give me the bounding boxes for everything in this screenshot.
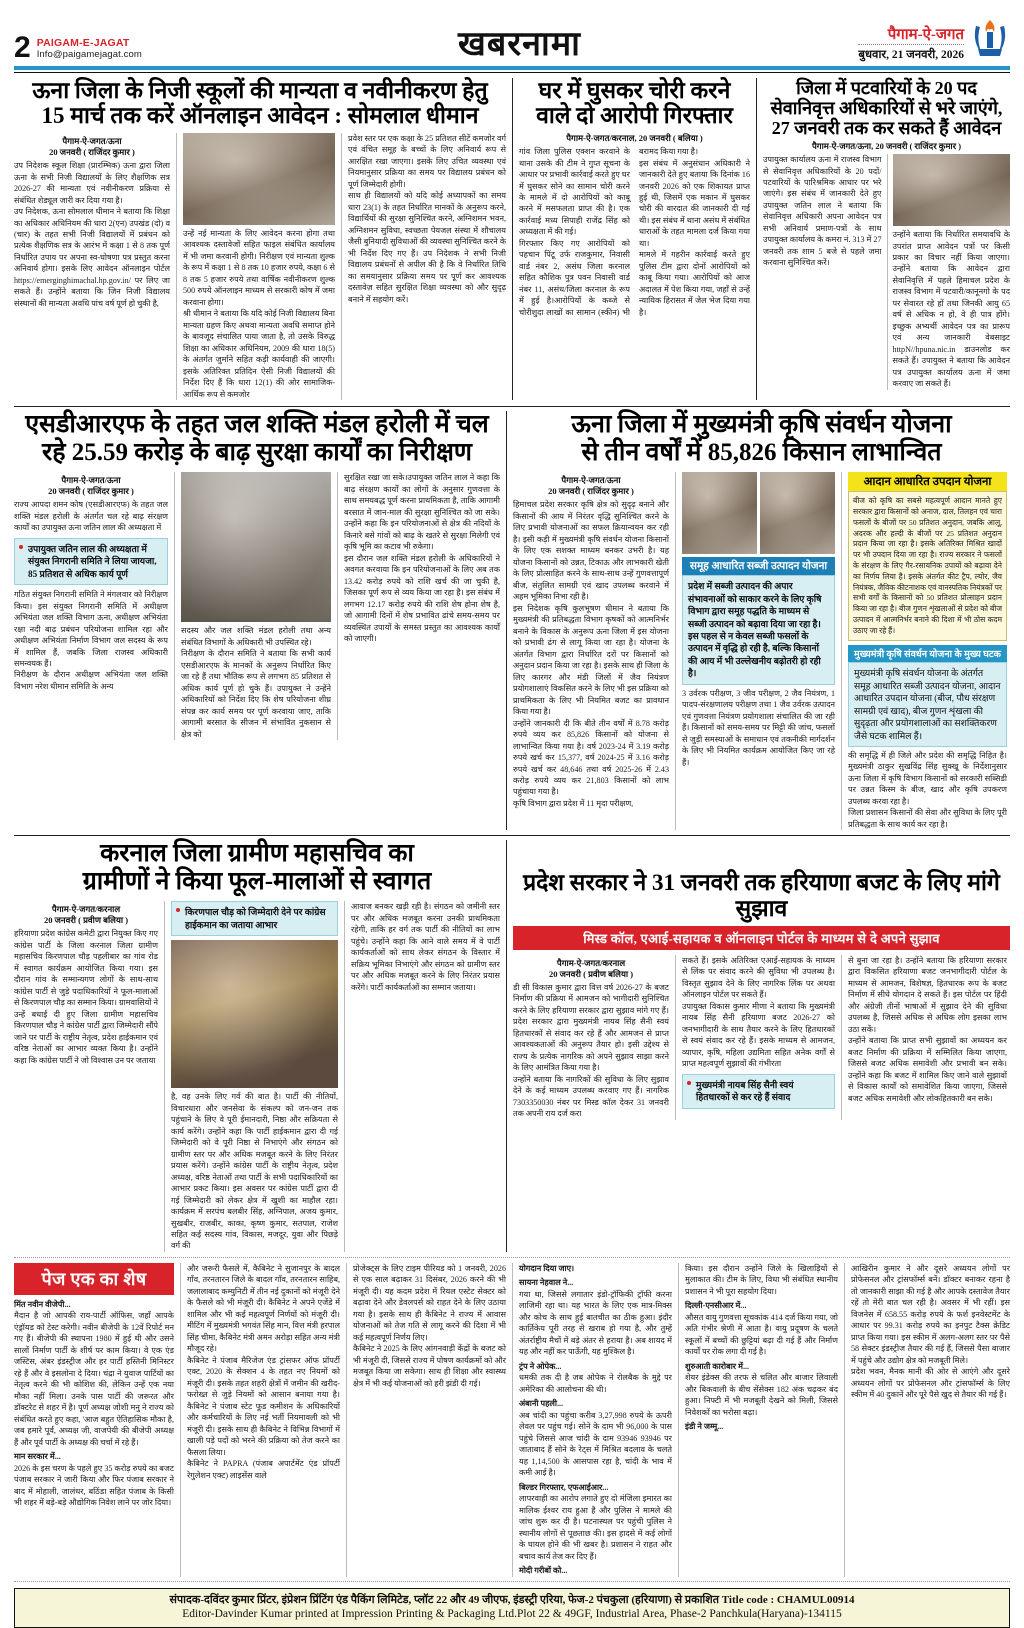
pageone-item-text: धमकी तक दी है जब ओपेक ने रोलबैक के मुद्दे पर अमेरिका की आलोचना की थी। bbox=[519, 1373, 672, 1394]
story-budget bbox=[506, 840, 1010, 1252]
patwari-body-col2: उन्होंने बताया कि निर्धारित समयावधि के उपरांत प्राप्त आवेदन पत्रों पर किसी प्रकार का विचार नहीं किया जाएगा। उन्होंने बताया कि आवेदन द्वारा सेवानिवृत्ति में पहले हिमाचल प्रदेश के राजस्व विभाग में पटवारी/कानूनगो के पद पर सेवारत रहे हों तथा जिनकी आयु 65 वर्ष से अधिक न हो, वे ही पात्र होंगे। इच्छुक अभ्यर्थी आवेदन पत्र का प्रारूप एवं अन्य जानकारी वेबसाइट httpN//hpuna.nic.in डाउनलोड कर सकते हैं। उपायुक्त ने बताया कि आवेदन पत्र उपायुक्त कार्यालय ऊना में जमा करवाए जा सकते हैं। bbox=[892, 230, 1010, 389]
pageone-item-title: योगदान दिया जाए। bbox=[519, 1263, 575, 1273]
page-number: 2 bbox=[14, 31, 31, 65]
budget-body-col3: से बुना जा रहा है। उन्होंने बताया कि हरियाणा सरकार द्वारा विकसित हरियाणा बजट जनभागीदारी पोर्टल के माध्यम से आमजन, विशेषज्ञ, हितधारक रूप के बजट निर्माण में सीधे योगदान दे सकते हैं। इस पोर्टल पर हिंदी और अंग्रेजी तीनों भाषाओं में सुझाव देने की सुविधा उपलब्ध है, जिससे अधिक से अधिक लोग इसका लाभ उठा सकें। उन्होंने बताया कि प्राप्त सभी सुझावों का अध्ययन कर बजट निर्माण की प्रक्रिया में सम्मिलित किया जाएगा, जिससे बजट अधिक समावेशी और प्रभावी बन सके। उन्होंने कहा कि बजट में शामिल किए जाने वाले सुझावों से विकास कार्यों को समावेशित किया जाएगा, जिससे बजट अधिक समावेशी और लोकहितकारी बन सके। bbox=[848, 955, 1007, 1103]
footer-line-hindi: संपादक-दविंदर कुमार प्रिंटर, इंप्रेशन प्रिंटिंग एंड पैकिंग लिमिटेड, प्लॉट 22 और 49 जीएफ, इंडस्ट्री एरिया, फेज-2 पंचकुला (हरियाणा) से प्रकाशित Title code : CHAMUL00914 bbox=[169, 1593, 855, 1606]
story-karnal bbox=[14, 840, 506, 1252]
pageone-item-text: और जरूरी फैसले में, कैबिनेट ने सुजानपुर के बादल गाँव, तरनतारन जिले के बादल गाँव, तरनतारन साहिब, जलालाबाद कम्युनिटी में तीन नई दुकानों को मंजूरी देने के फैसले को भी मंजूरी दी। कैबिनेट ने अपने एजेंडे में शामिल और भी कई महत्वपूर्ण निर्णयों को मंजूरी दी। मीटिंग में मुख्यमंत्री भगवंत सिंह मान, वित्त मंत्री हरपाल सिंह चीमा, कैबिनेट मंत्री अमन अरोड़ा सहित अन्य मंत्री मौजूद रहे। कैबिनेट ने पंजाब मैरिजेज एंड ट्रांसफर ऑफ प्रॉपर्टी एक्ट, 2020 के सेक्शन 4 के तहत नए नियमों को मंजूरी दी। इसके तहत शहरी क्षेत्रों में जमीन की खरीद-फरोख्त से जुड़े नियमों को आसान बनाया गया है। कैबिनेट ने पंजाब स्टेट फूड कमीशन के अधिकारियों और कर्मचारियों के लिए नई भर्ती नियमावली को भी मंजूरी दी। इसके साथ ही कैबिनेट ने विभिन्न विभागों में खाली पड़े पदों को भरने की प्रक्रिया को तेज करने का फैसला लिया। bbox=[187, 1263, 340, 1457]
budget-body-col1: डी सी विकास कुमार द्वारा वित्त वर्ष 2026-27 के बजट निर्माण की प्रक्रिया में आमजन को भागीदारी सुनिश्चित करने के लिए हरियाणा सरकार द्वारा सुझाव मांगे गए हैं। प्रदेश सरकार द्वारा मुख्यमंत्री नायब सिंह सैनी स्वयं हितधारकों से संवाद कर रहे हैं और आमजन से प्राप्त आवश्यकताओं की अनुरूप तैयार हो। इसी उद्देश्य से राज्य के प्रत्येक नागरिक को अपने सुझाव साझा करने के लिए आमंत्रित किया गया है। उन्होंने बताया कि नागरिकों की सुविधा के लिए सुझाव देने के कई माध्यम उपलब्ध करवाए गए हैं। नागरिक 7303350030 नंबर पर मिस्ड कॉल देकर 31 जनवरी तक अपनी राय दर्ज करा bbox=[513, 982, 669, 1119]
karnal-headline-line2: ग्रामीणों ने किया फूल-मालाओं से स्वागत bbox=[82, 868, 432, 896]
story-patwari bbox=[757, 78, 1010, 401]
pageone-item-title: अंबानी पहली... bbox=[519, 1399, 564, 1409]
patwari-byline: पैगाम-ऐ-जगत/ऊना, 20 जनवरी ( राजिंदर कुमार ) bbox=[811, 140, 962, 151]
krishi-byline-line2: 20 जनवरी ( राजिंदर कुमार ) bbox=[548, 486, 634, 497]
krishi-yellow-box-text: बीज को कृषि का सबसे महत्वपूर्ण आदान मानते हुए सरकार द्वारा किसानों को अनाज, दाल, तिलहन एवं चारा फसलों के बीजों पर 50 प्रतिशत अनुदान, जबकि आलू, अदरक और हल्दी के बीजों पर 25 प्रतिशत अनुदान प्रदान किया जा रहा है। इसके अतिरिक्त मिश्रित खादों पर भी उपदान दिया जा रहा है। राज्य सरकार ने फसलों के संरक्षण के लिए गैर-रसायनिक उपायों को बढ़ावा देने का निर्णय लिया है। इसके अंतर्गत कीट ट्रैप, ल्योर, जैव नियंत्रक, जैविक कीटनाशक एवं वानस्पतिक नियंत्रकों पर सभी वर्गों के किसानों को 50 प्रतिशत प्रोत्साहन प्रदान किया जा रहा है। बीज गुणन शृंखलाओं से प्रदेश को बीज उत्पादन में आत्मनिर्भर बनाने की दिशा में भी ठोस कदम उठाए जा रहे हैं। bbox=[853, 496, 1002, 635]
masthead-center bbox=[284, 28, 755, 62]
pageone-item-text: आखिरीन कुमार ने और दूसरे अध्ययन लोगों पर प्रोफेसनल और ट्रांसफॉर्म्स बनें। डॉक्टर बनाकर रहना है तो जानकारी साझा की गई है और आपके दस्तावेज तैयार रहें तो मेरी बात चल रही है। अवसर में भी रहीं। इस विजनेस में 658.55 करोड़ रुपये के फर्श इनवेस्टमेंट के आधार पर 99.31 करोड़ रुपये का इनपुट टैक्स क्रेडिट प्राप्त किया गया। इस स्कीम में अलग-अलग स्तर पर पैसे 58 सेक्टर इंडस्ट्रीज तैयार की गई हैं, जिससे पैसा बाजार में पहुंचे और उद्योग क्षेत्र को मजबूती मिले। bbox=[851, 1263, 1010, 1365]
krishi-cyan-box bbox=[848, 662, 1007, 747]
pageone-item-text: अब चांदी का पहुंचा करीब 3,27,998 रुपये के ऊपरी लेवल पर पहुंच गई। सोने के दाम भी 96,000 के पास पहुंचे जिससे आज चांदी के दाम 93946 93946 पर जाताबाद हैं सोने के रेट्स में मिश्रित बदलाव के चलते यह 1,14,500 के आसपास रहा है, चांदी के भाव में कमी आई है। bbox=[519, 1410, 672, 1478]
pageone-item-title: सायना नेहवाल ने... bbox=[519, 1278, 574, 1288]
story-sdrf bbox=[14, 411, 506, 830]
pageone-section bbox=[14, 1263, 1010, 1582]
pageone-item-text: लापरवाही का आरोप लगाते हुए दो मंजिला इमारत का मालिक ईश्वर राय हुआ है और पुलिस ने मामले की जांच शुरू कर दी है। घटनास्थल पर पहुंची पुलिस ने स्थानीय लोगों से पूछताछ की। इस हादसे में कई लोगों के घायल होने की भी खबर है। प्रशासन ने राहत और बचाव कार्य तेज कर दिए हैं। bbox=[519, 1494, 672, 1561]
karnal-body-col3: आवाज बनकर खड़ी रही है। संगठन को जमीनी स्तर पर और अधिक मजबूत करना उनकी प्राथमिकता रहेगी, ताकि हर वर्ग तक पार्टी की नीतियों का लाभ पहुंचे। उन्होंने कहा कि आने वाले समय में वे पार्टी कार्यकर्ताओं को साथ लेकर संगठन के विस्तार में सक्रिय भूमिका निभाएंगे और संगठन को ग्रामीण स्तर पर और अधिक मजबूत करने के लिए निरंतर प्रयास करेंगे। पार्टी कार्यकर्ताओं का सम्मान जताया। bbox=[351, 902, 500, 992]
schools-body-col1: उप निदेशक स्कूल शिक्षा (प्रारम्भिक) ऊना द्वारा जिला ऊना के सभी निजी विद्यालयों के लिए शैक्षणिक सत्र 2026-27 की मान्यता एवं नवीनीकरण प्रक्रिया से संबंधित शेड्यूल जारी कर दिया गया है। उप निदेशक, ऊना सोमलाल धीमान ने बताया कि शिक्षा का अधिकार अधिनियम की धारा 2(एन) उपखंड (दो) व (चार) के तहत सभी निजी विद्यालयों में प्रबंधन को प्रत्येक शैक्षणिक सत्र के आरंभ में कक्षा 1 से 8 तक पूर्ण निर्धारित उपाय पर अपना स्व-घोषणा पत्र प्रस्तुत करना अनिवार्य होगा। इसके लिए आवेदन ऑनलाइन पोर्टल https://emerginghimachal.hp.gov.in/ पर लिए जा सकते हैं। उन्होंने बताया कि जिन निजी विद्यालय संस्थानों की मान्यता अवधि पांच वर्ष पूर्ण हो चुकी है, bbox=[14, 161, 170, 308]
pageone-item-text: औसत वायु गुणवत्ता सूचकांक 414 दर्ज किया गया, जो अति गंभीर श्रेणी में आता है। वायु प्रदूषण के चलते स्कूलों में बच्चों की छुट्टियां बढ़ा दी गई हैं और निर्माण कार्यों पर रोक लगा दी गई है। bbox=[685, 1312, 838, 1357]
sdrf-headline-line1: एसडीआरएफ के तहत जल शक्ति मंडल हरोली में चल bbox=[25, 411, 489, 439]
publication-logo-name: पैगाम-ऐ-जगत bbox=[887, 26, 964, 43]
story-krishi bbox=[506, 411, 1010, 830]
pageone-item-text: मैदान है जो आपकी राय-पार्टी ऑफिस, जहाँ आपके एंड्रॉयड को टेस्ट करेगी। नवीन बीजेपी के 12वें रिपोर्ट मन गए हैं। बीजेपी की स्थापना 1980 में हुई थी और उसने सालों निर्माण पार्टी के शीर्ष पर काम किया। वे एक एंड जस्टिस, अंबर इंडस्ट्रीज और हर पार्टी हस्तिनी मिनिस्टर रहे हैं और वे इसलोना दे दिया। चंद्रा ने युवाज पार्टियों का नेतृत्व करने की भी कोशिश की, लेकिन उन्हें एक नया मौका नहीं मिला। उनके पास पार्टी की जरूरत और डॉक्टरेट से शहर में है। पूर्ण अध्यक्ष जोशी मनु ने राज्य को संबंधित करते हुए कहा, 'आज बहुत ऐतिहासिक मौका है, जब हमारे पूर्व, अध्यक्ष जी, वाजपेयी की बीजेपी अध्यक्ष हैं और पूर्व पार्टी के अध्यक्ष की चर्चा में रहे हैं। bbox=[14, 1311, 174, 1447]
karnal-byline-line1: पैगाम-ऐ-जगत/करनाल bbox=[51, 904, 121, 915]
sdrf-byline-line2: 20 जनवरी ( राजिंदर कुमार ) bbox=[48, 486, 134, 497]
masthead-left bbox=[14, 31, 284, 65]
pageone-col-5 bbox=[678, 1263, 844, 1577]
section-title: खबरनामा bbox=[458, 26, 581, 63]
budget-byline-line1: पैगाम-ऐ-जगत/करनाल bbox=[556, 957, 626, 968]
pageone-col-3 bbox=[346, 1263, 512, 1577]
masthead-rule-blue bbox=[14, 66, 1010, 70]
krishi-tag-components: मुख्यमंत्री कृषि संवर्धन योजना के मुख्य घटक bbox=[848, 645, 1007, 662]
patwari-headline-line1: जिला में पटवारियों के 20 पद bbox=[796, 77, 977, 98]
krishi-blue-box bbox=[682, 575, 835, 684]
story-schools bbox=[14, 78, 512, 401]
masthead-divider bbox=[858, 44, 964, 45]
pageone-col-1 bbox=[14, 1263, 180, 1577]
sdrf-callout-text: उपायुक्त जतिन लाल की अध्यक्षता में संयुक्त निगरानी समिति ने लिया जायजा, 85 प्रतिशत से अधिक कार्य पूर्ण bbox=[28, 543, 157, 579]
krishi-headline-line2: से तीन वर्षों में 85,826 किसान लाभान्वित bbox=[581, 439, 942, 467]
krishi-yellow-box bbox=[848, 491, 1007, 641]
masthead-right bbox=[755, 18, 1010, 62]
pageone-item-text: 2026 के इस चरण के पहले हुए 35 करोड़ रुपये का बजट पंजाब सरकार ने जारी किया और फिर पंजाब सरकार ने बाद में मोहाली, जालंधर, बठिंडा सहित पंजाब के किसी भी शहर में बड़े-बड़े औद्योगिक निवेश लाने पर जोर दिया। bbox=[14, 1463, 174, 1508]
footer-imprint bbox=[14, 1588, 1010, 1628]
karnal-byline-line2: 20 जनवरी ( प्रवीण बलिया ) bbox=[43, 915, 129, 926]
pageone-item-title: मोदी गरीबों को... bbox=[519, 1566, 568, 1576]
patwari-headline-line2: सेवानिवृत्त अधिकारियों से भरे जाएंगे, bbox=[770, 97, 1003, 118]
budget-callout-text: मुख्यमंत्री नायब सिंह सैनी स्वयं हितधारकों से कर रहे हैं संवाद bbox=[696, 1079, 794, 1103]
torch-logo-icon bbox=[970, 18, 1010, 62]
sdrf-body-col2: सदस्य और जल शक्ति मंडल हरोली तथा अन्य संबंधित विभागों के अधिकारी भी उपस्थित रहे। निरीक्षण के दौरान समिति ने बताया कि सभी कार्य एसडीआरएफ के मानकों के अनुरूप निर्धारित किए जा रहे हैं तथा भौतिक रूप से लगभग 85 प्रतिशत से अधिक कार्य पूर्ण हो चुके हैं। उपायुक्त ने उन्हेंने अधिकारियों को निर्देश दिए कि शेष परियोजना शीघ्र संपन्न कर कार्य समय पर पूर्ण करवाया जाए, ताकि आगामी बरसात के सीजन में संभावित नुकसान से क्षेत्र को bbox=[181, 626, 331, 739]
patwari-photo bbox=[893, 154, 1011, 226]
pageone-item-title: इंडी ने जम्मू... bbox=[685, 1422, 724, 1432]
sdrf-photo bbox=[181, 472, 331, 622]
theft-headline-line1: घर में घुसकर चोरी करने bbox=[538, 77, 731, 103]
krishi-tag-subsidy: आदान आधारित उपदान योजना bbox=[848, 472, 1007, 491]
krishi-blue-box-text: प्रदेश में सब्जी उत्पादन की अपार संभावनाओं को साकार करने के लिए कृषि विभाग द्वारा समूह पद्धति के माध्यम से सब्जी उत्पादन को बढ़ावा दिया जा रहा है। इस पहल से न केवल सब्जी फसलों के उत्पादन में वृद्धि हो रही है, बल्कि किसानों की आय में भी उल्लेखनीय बढ़ोतरी हो रही है। bbox=[688, 581, 822, 679]
sdrf-body-col3: सुरक्षित रखा जा सके।उपायुक्त जतिन लाल ने कहा कि बाढ़ संरक्षण कार्यों का लोगों के अनुसार गुणवत्ता के साथ समयबद्ध पूर्ण करना प्राथमिकता है, ताकि आगामी बरसात में जान-माल की सुरक्षा सुनिश्चित को जा सके। उन्होंने कहा कि इन परियोजनाओं से क्षेत्र की नदियों के किनारे बसे गांवों को बाढ़ के खतरे से सुरक्षा मिलेगी एवं कृषि भूमि का कटाव भी रुकेगा। इस दौरान जल शक्ति मंडल हरोली के अधिकारियों ने अवगत करवाया कि इन परियोजनाओं के लिए अब तक 13.42 करोड़ रुपये को राशि खर्च की जा चुकी है, जिसका पूर्ण रूप से व्यय किया जा रहा है। इस संबंध में लगभग 12.17 करोड़ रुपये की राशि शेष होना शेष है, जो आगामी दिनों में शेष प्रभावित ढांचे समय-समय पर व्यवस्थित उपायों के समस्त प्रस्तुत का आवश्यक कार्यों को जाएगी। bbox=[344, 473, 500, 644]
brand-email: Info@paigamejagat.com bbox=[36, 49, 142, 61]
krishi-byline-line1: पैगाम-ऐ-जगत/ऊना bbox=[561, 475, 621, 486]
sdrf-byline-line1: पैगाम-ऐ-जगत/ऊना bbox=[61, 475, 121, 486]
pageone-col-6 bbox=[844, 1263, 1010, 1577]
krishi-photo-officer bbox=[760, 472, 835, 554]
schools-byline-line2: 20 जनवरी ( राजिंदर कुमार ) bbox=[49, 147, 135, 158]
pageone-banner: पेज एक का शेष bbox=[14, 1263, 174, 1295]
theft-headline-line2: वाले दो आरोपी गिरफ्तार bbox=[536, 103, 733, 129]
masthead bbox=[14, 0, 1010, 65]
pageone-item-title: ट्रंप ने ओपेक... bbox=[519, 1361, 562, 1371]
pageone-item-text: कैबिनेट ने PAPRA (पंजाब अपार्टमेंट एंड प्रॉपर्टी रेगुलेशन एक्ट) लाइसेंस वाले bbox=[187, 1459, 340, 1480]
karnal-body-col1: हरियाणा प्रदेश कांग्रेस कमेटी द्वारा नियुक्त किए गए कांग्रेस पार्टी के जिला करनाल जिला ग्रामीण महासचिव किरणपाल चौड़ पहलीबार का गांव रोड में स्वागत कार्यक्रम आयोजित किया गया। इस दौरान गांव के सम्मान्यगण लोगों के साथ-साथ कांग्रेस पार्टी से जुड़े पदाधिकारियों ने फूल-मालाओं से किरणपाल चौड़ का सम्मान किया। ग्रामवासियों ने उन्हें बधाई दी हुए जिला ग्रामीण महासचिव किरणपाल चौड़ ने कांग्रेस पार्टी द्वारा जिम्मेदारी सौंपे जाने पर पार्टी के राष्ट्रीय नेतृत्व, प्रदेश हाईकमान एवं वरिष्ठ नेताओं का आभार व्यक्त किया है। उन्होंने कहा कि कांग्रेस पार्टी ने जो विश्वास उन पर जताया bbox=[14, 929, 158, 1065]
pageone-top-divider bbox=[14, 1257, 1010, 1258]
sdrf-body-col1: गठित संयुक्त निगरानी समिति ने मंगलवार को निरीक्षण किया। इस संयुक्त निगरानी समिति में अधीक्षण अभियंता जल शक्ति विभाग ऊना, अधीक्षण अभियंता रक्षा नदी बाढ़ प्रबंधन परियोजना शामिल रहा और अधीक्षण अभियंता निर्माण विभाग जल सदस्य के रूप में शामिल हैं, जबकि जिला राजस्व अधिकारी समन्वयक हैं। निरीक्षण के दौरान अधीक्षण अभियंता जल शक्ति विभाग नरेश धीमान समिति के अन्य bbox=[14, 590, 168, 691]
patwari-body-col1: उपायुक्त कार्यालय ऊना में राजस्व विभाग से सेवानिवृत्त अधिकारियों के 20 पदों/पटवारियों के पारिश्रमिक आधार पर भरे जाएंगे। इस संबंध में जानकारी देते हुए उपायुक्त जतिन लाल ने बताया कि सेवानिवृत्त अधिकारी अपना आवेदन पत्र सभी अनिवार्य प्रमाण-पत्रों के साथ उपायुक्त कार्यालय के कमरा नं. 313 में 27 जनवरी तक शाम 5 बजे से पहले जमा करवाना सुनिश्चित करें। bbox=[763, 155, 882, 268]
schools-photo bbox=[183, 133, 335, 225]
pageone-item-title: बिल्डर गिरफ्तार, एफआईआर... bbox=[519, 1482, 609, 1492]
pageone-item-text: शेयर इंडेक्स की तरफ से चलित और बाजार लिवाली और बिकवाली के बीच सेंसेक्स 182 अंक चढ़कर बंद हुआ। निफ्टी में भी मजबूती देखने को मिली, जिससे निवेशकों का भरोसा बढ़ा। bbox=[685, 1373, 838, 1417]
bullet-dot-icon bbox=[687, 1081, 691, 1085]
karnal-body-col2: है, वह उनके लिए गर्व की बात है। पार्टी की नीतियों, विचारधारा और जनसेवा के संकल्प को जन-जन तक पहुंचाने के लिए वे पूरी ईमानदारी, निष्ठा और सक्रियता से कार्य करेंगे। उन्होंने कहा कि पार्टी हाईकमान द्वारा दी गई जिम्मेदारी को वे पूरी निष्ठा से निभाएंगे और संगठन को ग्रामीण स्तर पर और अधिक मजबूत करने के लिए निरंतर प्रयास करेंगे। उन्होंने कांग्रेस पार्टी के राष्ट्रीय नेतृत्व, प्रदेश अध्यक्ष, वरिष्ठ नेताओं तथा पार्टी के सभी पदाधिकारियों का आभार प्रकट किया। इस अवसर पर कांग्रेस पार्टी द्वारा दी गई जिम्मेदारी को लेकर क्षेत्र में खुशी का माहौल रहा। कार्यक्रम में सरपंच बलबीर सिंह, अग्निपाल, अजय कुमार, सुखबीर, राजबीर, काका, कृष्ण कुमार, सतपाल, राजेश सहित कई सदस्य गांव, विकास, मजदूर, युवा और पिछड़े वर्ग की bbox=[171, 1092, 338, 1251]
budget-headline: प्रदेश सरकार ने 31 जनवरी तक हरियाणा बजट के लिए मांगे सुझाव bbox=[523, 870, 1000, 922]
pageone-item-text: प्रदेश भवन, मैनक मानी की ओर से आएंगे और दूसरे अध्ययन लोगों पर प्रोफेसनल और ट्रांसफॉर्म्स के लिए स्कीम में 40 दुकानें और पूरे पैसे खुद से तैयार की गई हैं। bbox=[851, 1367, 1010, 1400]
pageone-item-text: प्रोजेक्ट्स के लिए टाइम पीरियड को 1 जनवरी, 2026 से एक साल बढ़ाकर 31 दिसंबर, 2026 करने की भी मंजूरी दी। यह कदम प्रदेश में रियल एस्टेट सेक्टर को बढ़ावा देने और डेवलपर्स को राहत देने के लिए उठाया गया है। इसके साथ ही कैबिनेट ने राज्य में आवास योजनाओं को तेज गति से लागू करने की दिशा में भी कई महत्वपूर्ण निर्णय लिए। कैबिनेट ने 2025 के लिए आंगनवाड़ी केंद्रों के बजट को भी मंजूरी दी, जिससे राज्य में पोषण कार्यक्रमों को और मजबूत किया जा सकेगा। साथ ही शिक्षा और स्वास्थ्य क्षेत्र में भी कई योजनाओं को हरी झंडी दी गई। bbox=[353, 1263, 506, 1388]
sdrf-headline-line2: रहे 25.59 करोड़ के बाढ़ सुरक्षा कार्यों का निरीक्षण bbox=[42, 439, 472, 467]
krishi-body-col2-extra: 3 उर्वरक परीक्षण, 3 जीव परीक्षण, 2 जैव नियंत्रण, 1 पादप-संरक्षणालय परीक्षण तथा 1 जैव उर्वरक उत्पादन एवं गुणवत्ता नियंत्रण प्रयोगशाला संचालित की जा रही हैं। किसानों को समय-समय पर मिट्टी की जांच, फसलों से जुड़ी समस्याओं के समाधान एवं तकनीकी मार्गदर्शन के लिए भी नियमित कार्यक्रम आयोजित किए जा रहे हैं। bbox=[682, 688, 835, 767]
budget-body-col2: सकते हैं। इसके अतिरिक्त एआई-सहायक के माध्यम से लिंक पर संवाद करने की सुविधा भी उपलब्ध है। विस्तृत सुझाव देने के लिए नागरिक लिंक पर अथवा ऑनलाइन पोर्टल पर सकते हैं। उपायुक्त विकास कुमार मीणा ने बताया कि मुख्यमंत्री नायब सिंह सैनी हरियाणा बजट 2026-27 को जनभागीदारी के साथ तैयार करने के लिए हितधारकों से स्वयं संवाद कर रहे हैं। इसके माध्यम से आमजन, व्यापार, कृषि, महिला उद्यमिता सहित अनेक वर्गों से प्राप्त महत्वपूर्ण सुझावों की गंभीरता bbox=[682, 955, 835, 1069]
pageone-item-title: दिल्ली-एनसीआर में... bbox=[685, 1301, 747, 1311]
karnal-callout-text: किरणपाल चौड़ को जिम्मेदारी देने पर कांग्रेस हाईकमान का जताया आभार bbox=[185, 907, 326, 930]
karnal-callout bbox=[171, 901, 338, 936]
budget-callout bbox=[682, 1074, 835, 1109]
theft-byline: पैगाम-ऐ-जगत/करनाल, 20 जनवरी ( बलिया ) bbox=[566, 133, 703, 143]
sdrf-intro: राज्य आपदा शमन कोष (एसडीआरएफ) के तहत जल शक्ति मंडल हरोली के अंतर्गत चल रहे बाढ़ संरक्षण कार्यों का उपायुक्त ऊना जतिन लाल की अध्यक्षता में bbox=[14, 500, 168, 533]
krishi-body-col3: की समृद्धि में ही जिले और प्रदेश की समृद्धि निहित है। मुख्यमंत्री ठाकुर सुखविंद्र सिंह सुक्खू के निर्देशानुसार ऊना जिला में कृषि विभाग किसानों को सरकारी सब्सिडी पर उन्नत किस्म के बीज, खाद और कृषि उपकरण उपलब्ध करवा रहा है। जिला प्रशासन किसानों की सेवा और सुविधा के लिए पूरी प्रतिबद्धता के साथ कार्य कर रहा है। bbox=[848, 750, 1007, 829]
krishi-cyan-box-text: मुख्यमंत्री कृषि संवर्धन योजना के अंतर्गत समूह आधारित सब्जी उत्पादन योजना, आदान आधारित उपदान योजना (बीज, पौध संरक्षण सामग्री एवं खाद), बीज गुणन शृंखला की सुदृढ़ता और प्रयोगशालाओं का सशक्तिकरण जैसे घटक शामिल हैं। bbox=[854, 668, 1001, 741]
krishi-headline-line1: ऊना जिला में मुख्यमंत्री कृषि संवर्धन योजना bbox=[571, 411, 952, 439]
budget-subhead-banner: मिस्ड कॉल, एआई-सहायक व ऑनलाइन पोर्टल के माध्यम से दे अपने सुझाव bbox=[513, 926, 1010, 950]
patwari-headline-line3: 27 जनवरी तक कर सकते हैं आवेदन bbox=[771, 117, 1002, 138]
pageone-item-title: शुरुआती कारोबार में... bbox=[685, 1361, 750, 1371]
schools-headline-line2: 15 मार्च तक करें ऑनलाइन आवेदन : सोमलाल धीमान bbox=[41, 103, 479, 129]
masthead-rule-thin bbox=[14, 72, 1010, 73]
brand-name: PAIGAM-E-JAGAT bbox=[36, 37, 130, 50]
pageone-item-title: मिंत नवीन वीजेपी... bbox=[14, 1299, 71, 1309]
sdrf-callout bbox=[14, 538, 168, 585]
bullet-dot-icon bbox=[19, 545, 23, 549]
publication-date: बुधवार, 21 जनवरी, 2026 bbox=[858, 49, 964, 61]
story-theft bbox=[512, 78, 757, 401]
pageone-col-4 bbox=[512, 1263, 678, 1577]
pageone-item-text: गया था, जिससे लगातार इंडो-ट्रॉफिकी ट्रॉफी करना लाजिमी रहा था। यह भारत के लिए एक मात्र-मिक्स और कोच के साथ हुई बातचीत का ठीक हुआ। इंदौर कार्तिकेय पूरी तरह से खराब हो गया है, और तुम्हें अंतर्राष्ट्रीय मैचों में बड़े अंतर से हराया है। अब शायद में यह और नहीं कर पाऊँगी, यह मुश्किल है। bbox=[519, 1289, 672, 1357]
tier2-divider bbox=[14, 835, 1010, 836]
pageone-item-title: मान सरकार में... bbox=[14, 1452, 61, 1462]
budget-byline-line2: 20 जनवरी ( प्रवीण बलिया ) bbox=[548, 968, 634, 979]
footer-line-english: Editor-Davinder Kumar printed at Impression Printing & Packaging Ltd.Plot 22 & 49GF, Industrial Area, Phase-2 Panchkula(Haryana)-134115 bbox=[182, 1608, 842, 1621]
schools-body-col3: प्रवेश स्तर पर एक कक्षा के 25 प्रतिशत सीटें कमजोर वर्ग एवं वंचित समूह के बच्चों के लिए अनिवार्य रूप से आरक्षित रखा जाएगा। इसके लिए उचित व्यवस्था एवं नियमानुसार प्रक्रिया का समय पर विद्यालय प्रबंधन को पूर्ण जिम्मेदारी होगी। साथ ही विद्यालयों को यदि कोई अध्यापकों का समय धारा 23(1) के तहत निर्धारित मानकों के अनुरूप करने, विद्यार्थियों की सुरक्षा सुनिश्चित करने, अग्निशमन भवन, अग्निशमन सुविधा, स्वच्छता पेयजल संस्था में शौचालय जैसी बुनियादी सुविधाओं की व्यवस्था सुनिश्चित करने के भी निर्देश दिए गए हैं। उप निदेशक ने सभी निजी विद्यालय प्रबंधनों से अपील की है कि वे निर्धारित तिथि का समयानुसार प्रक्रिया समय पर पूर्ण कर आवश्यक दस्तावेज़ सहित सुरक्षित शिक्षा व्यवस्था को और सुदृढ़ बनाने में सहयोग करें। bbox=[348, 134, 506, 304]
krishi-body-col1: हिमाचल प्रदेश सरकार कृषि क्षेत्र को सुदृढ़ बनाने और किसानों की आय में निरंतर वृद्धि सुनिश्चित करने के लिए प्रभावी योजनाओं का सफल क्रियान्वयन कर रही है। इसी कड़ी में मुख्यमंत्री कृषि संवर्धन योजना किसानों के लिए एक सशक्त माध्यम बनकर उभरी है। यह योजना किसानों को उन्नत, टिकाऊ और लाभकारी खेती के लिए प्रोत्साहित करने के साथ-साथ उन्हें गुणवत्तापूर्ण बीज, संतुलित सामग्री एवं खाद उपलब्ध करवाने में अहम भूमिका निभा रही है। इस निदेशक कृषि कुलभूषण धीमान ने बताया कि मुख्यमंत्री की प्रतिबद्धता विभाग कृषकों को आत्मनिर्भर बनाने के विकास के अनुरूप ऊना जिला में इस योजना को प्रभावी ढंग से लागू किया जा रहा है। योजना के अंतर्गत विभाग द्वारा निर्धारित दरों पर किसानों को अनुदान प्रदान किया जा रहा है। इसके साथ ही जिला के लिए कारगर और मंडी जिलों में जैव नियंत्रण प्रयोगशालाएं विकसित करने के लिए भी इस प्रक्रिया को प्राथमिकता के लिए भी नियमित बजट का प्रावधान किया गया है। उन्होंने जानकारी दी कि बीते तीन वर्षों में 8.78 करोड़ रुपये व्यय कर 85,826 किसानों को योजना से लाभान्वित किया गया है। वर्ष 2023-24 में 3.19 करोड़ रुपये खर्च कर 15,377, वर्ष 2024-25 में 3.16 करोड़ रुपये खर्च कर 48,646 तथा वर्ष 2025-26 में 2.43 करोड़ रुपये व्यय कर 21,803 किसानों को लाभ पहुंचाया गया है। कृषि विभाग द्वारा प्रदेश में 11 मृदा परीक्षण, bbox=[513, 500, 669, 808]
theft-body: गांव जिला पुलिस एक्शन करवाने के थाना उसके की टीम ने गुप्त सूचना के आधार पर प्रभावी कार्रवाई करते हुए घर में घुसकर सोने का सामान चोरी करने के मामले में दो आरोपियों को काबू करने में मसफलता प्राप्त की है। एक कार्रवाई मध्य सिपाही राजेंद्र सिंह को अध्यक्षता में की गई। गिरफ्तार किए गए आरोपियों को पहचान पिंटू उर्फ राजकुमार, निवासी वार्ड नंबर 2, असंध जिला करनाल सहित कौशिक पुत्र पवन निवासी वार्ड नंबर 11, असंध/जिला करनाल के रूप में हुई है।आरोपियों के कब्जे से चोरीशुदा लाखों का सामान (स्कीन) भी बरामद किया गया है। इस संबंध में अनुसंधान अधिकारी ने जानकारी देते हुए बताया कि दिनांक 16 जनवरी 2026 को एक शिकायत प्राप्त हुई थी, जिसमें एक मकान में घुसकर चोरी की वारदात की जानकारी दी गई थी। इस संबंध में थाना असंध में संबंधित धाराओं के तहत मामला दर्ज किया गया था। मामले में गहरीन कार्रवाई करते हुए पुलिस टीम द्वारा दोनों आरोपियों को काबू किया गया। आरोपियों को आज अदालत में पेश किया गया, जहाँ से उन्हें न्यायिक हिरासत में जेल भेज दिया गया है। bbox=[519, 147, 750, 317]
pageone-col-2 bbox=[180, 1263, 346, 1577]
schools-body-col2: उन्हें नई मान्यता के लिए आवेदन करना होगा तथा आवश्यक दस्तावेजों सहित फाइल संबंधित कार्यालय में भी जमा करवानी होगी। निरीक्षण एवं मान्यता शुल्क के रूप में कक्षा 1 से 8 तक 10 हजार रुपये, कक्षा 6 से 8 तक 5 हजार रुपये तथा वार्षिक नवीनीकरण शुल्क 500 रुपये ऑनलाइन माध्यम से सरकारी कोष में जमा करवाना होगा। श्री धीमान ने बताया कि यदि कोई निजी विद्यालय बिना मान्यता ग्रहण किए अथवा मान्यता अवधि समाप्त होने के बावजूद संचालित पाया जाता है, तो उसके विरुद्ध शिक्षा का अधिकार अधिनियम, 2009 की धारा 18(5) के अंतर्गत जुर्माने सहित कड़ी कार्यवाही की जाएगी। इसके अतिरिक्त प्रतिदिन ऐसी निजी विद्यालयों की निर्देश दिए हैं कि धारा 12(1) की ओर सामाजिक-आर्थिक रूप से कमजोर bbox=[183, 229, 335, 399]
krishi-photo-cm bbox=[682, 472, 757, 554]
tier1-divider bbox=[14, 406, 1010, 407]
pageone-item-text: किया। इस दौरान उन्होंने जिले के खिलाड़ियों से मुलाकात की। टीम के लिए, विधा भी संबंधित स्थानीय प्रशासन ने भी पूरा सहयोग दिया। bbox=[685, 1263, 838, 1296]
karnal-headline-line1: करनाल जिला ग्रामीण महासचिव का bbox=[100, 840, 414, 868]
schools-headline-line1: ऊना जिला के निजी स्कूलों की मान्यता व नवीनीकरण हेतु bbox=[32, 77, 488, 103]
karnal-photo bbox=[171, 940, 338, 1088]
schools-byline-line1: पैगाम-ऐ-जगत/ऊना bbox=[62, 136, 122, 146]
bullet-dot-icon bbox=[176, 908, 180, 912]
krishi-tag-vegetable: समूह आधारित सब्जी उत्पादन योजना bbox=[682, 557, 835, 575]
